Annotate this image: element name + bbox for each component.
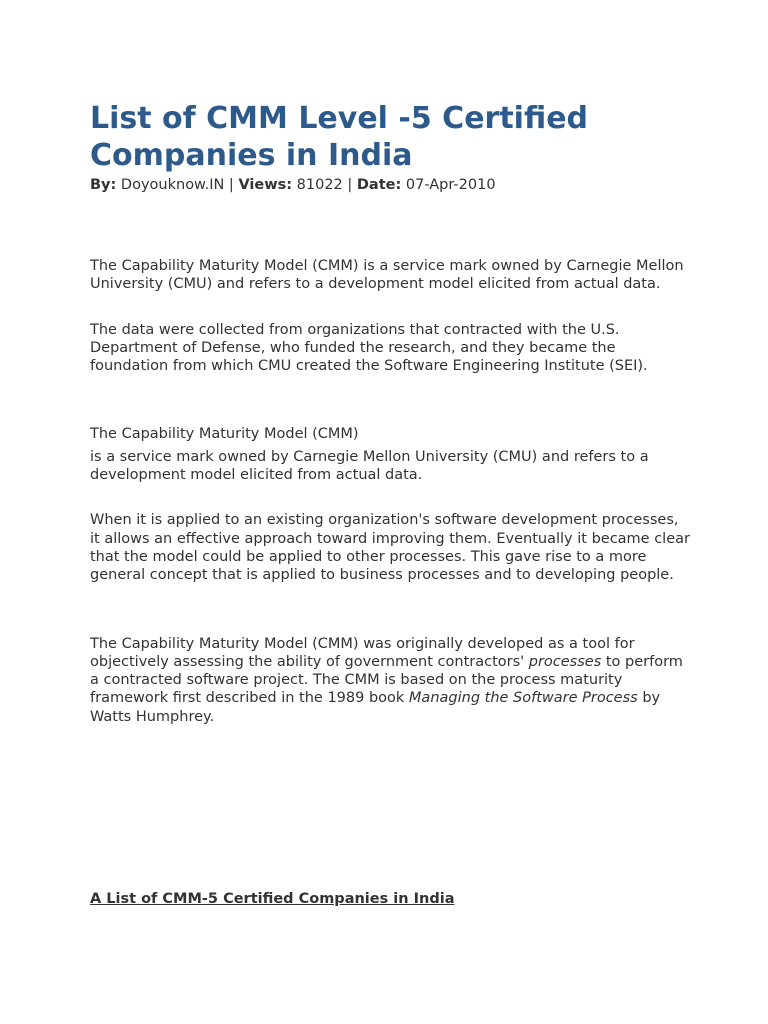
list-heading: A List of CMM-5 Certified Companies in India [90,891,455,908]
views-value: 81022 | [292,177,357,193]
article-meta [90,175,690,195]
author-label: By: [90,177,117,193]
date-value: 07-Apr-2010 [401,177,496,193]
origin-text-b: to perform a contracted software project. The CMM is based on the process maturity framework first described in the 1989 book [90,653,683,707]
article-title: List of CMM Level -5 Certified Companies in India [90,101,589,173]
origin-text-c: by Watts Humphrey. [90,690,661,725]
views-label: Views: [238,177,293,193]
article [90,100,690,908]
paragraph-origin [90,635,690,726]
origin-emphasis-book: Managing the Software Process [408,690,638,707]
paragraph-application: When it is applied to an existing organization's software development processes, it allows an effective approach toward improving them. Eventually it became clear that the model could be applied to other processes. This gave rise to a more general concept that is applied to business processes and to developing people. [90,512,690,584]
date-label: Date: [356,177,402,193]
paragraph-service-mark: is a service mark owned by Carnegie Mellon University (CMU) and refers to a development model elicited from actual data. [90,448,649,484]
origin-emphasis-processes: processes [528,653,602,670]
author-value: Doyouknow.IN | [116,177,239,193]
paragraph-cmm-name: The Capability Maturity Model (CMM) [90,426,359,443]
origin-text-a: The Capability Maturity Model (CMM) was originally developed as a tool for objectively assessing the ability of government contractors' [90,635,635,670]
paragraph-cmm-intro: The Capability Maturity Model (CMM) is a service mark owned by Carnegie Mellon University (CMU) and refers to a development model elicited from actual data. [90,258,684,293]
paragraph-data-collection: The data were collected from organizations that contracted with the U.S. Department of Defense, who funded the research, and they became the foundation from which CMU created the Software Engineering Institute (SEI). [90,321,648,375]
